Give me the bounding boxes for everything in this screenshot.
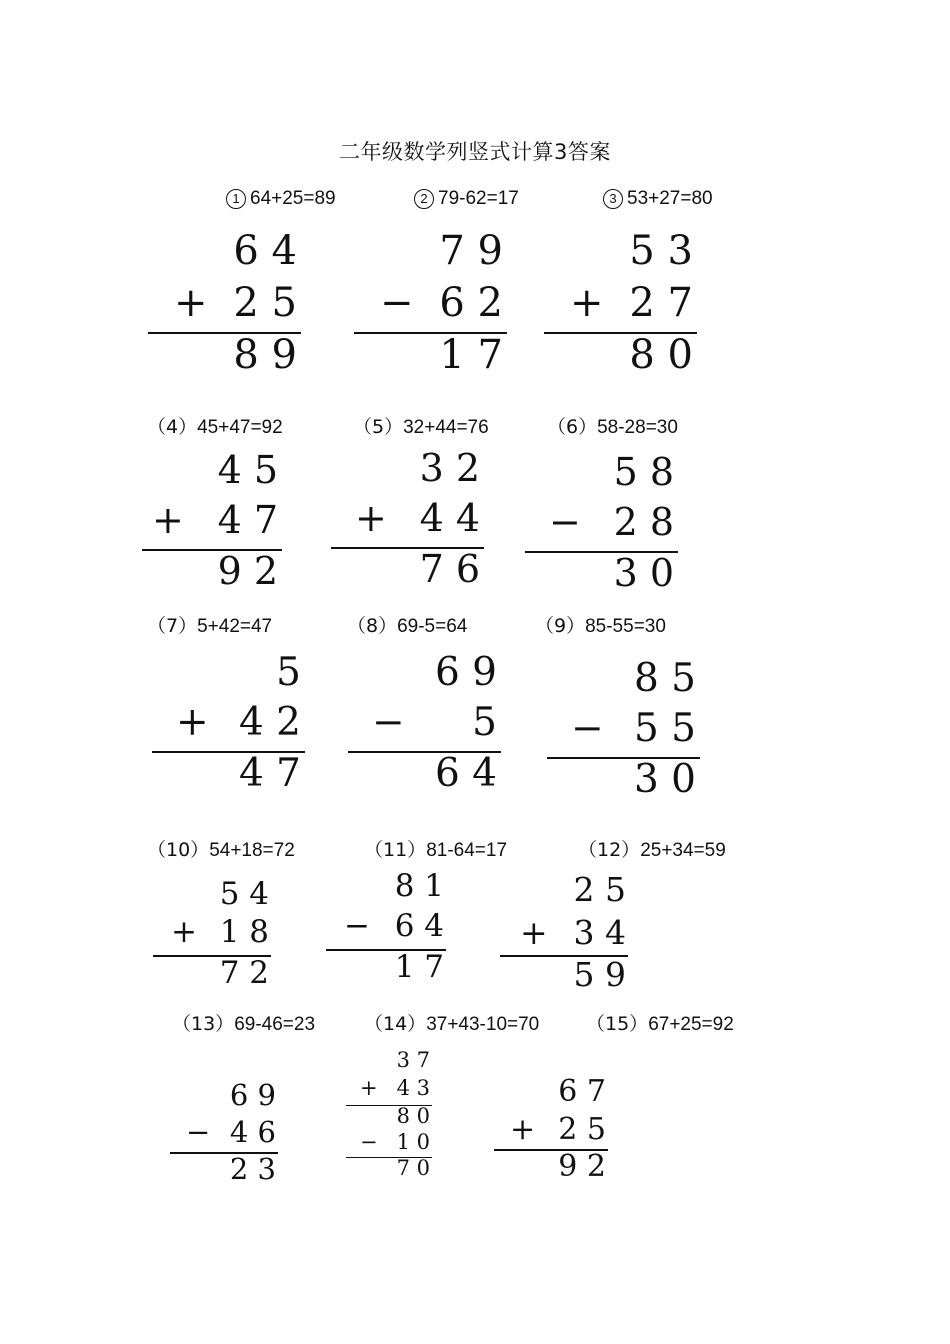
circled-number: 2 <box>414 189 434 209</box>
problem-number: （13） <box>172 1013 235 1035</box>
problem-number: （7） <box>147 615 198 637</box>
problem-label-14 <box>364 1009 539 1036</box>
equation: 53+27=80 <box>627 188 713 209</box>
final-result-number: 7 0 <box>396 1156 430 1180</box>
bottom-number: 1 8 <box>219 914 269 950</box>
problem-label-5 <box>353 412 489 439</box>
equation: 67+25=92 <box>648 1014 734 1035</box>
result-number: 8 9 <box>233 332 297 378</box>
result-number: 9 2 <box>217 549 278 593</box>
operator: + <box>176 700 209 745</box>
problem-number: （8） <box>347 615 398 637</box>
result-number: 3 0 <box>633 757 696 802</box>
vertical-calc-5 <box>331 446 484 592</box>
result-number: 7 6 <box>419 547 480 591</box>
vertical-calc-10 <box>153 876 271 996</box>
bottom-number: 2 5 <box>558 1112 606 1147</box>
intermediate-result: 8 0 <box>396 1104 430 1128</box>
problem-label-10 <box>147 835 295 862</box>
operator: − <box>344 908 370 944</box>
operator: + <box>570 280 604 326</box>
problem-number: （4） <box>147 416 198 438</box>
vertical-calc-14 <box>346 1048 432 1182</box>
operator-2: − <box>360 1130 378 1154</box>
bottom-number: 2 7 <box>629 280 693 326</box>
result-number: 9 2 <box>558 1149 606 1184</box>
circled-number: 1 <box>226 189 246 209</box>
second-bottom-number: 1 0 <box>396 1130 430 1154</box>
equation: 85-55=30 <box>585 616 666 637</box>
operator: + <box>510 1112 536 1147</box>
bottom-number: 5 <box>472 700 497 745</box>
vertical-calc-7 <box>152 650 305 800</box>
operator: − <box>186 1115 211 1149</box>
problem-number: （5） <box>353 416 404 438</box>
operator: − <box>372 700 405 745</box>
result-number: 1 7 <box>394 949 444 985</box>
result-number: 1 7 <box>439 332 503 378</box>
problem-label-1 <box>226 188 336 210</box>
vertical-calc-3 <box>544 228 697 378</box>
problem-number: （14） <box>364 1013 427 1035</box>
problem-label-8 <box>347 611 467 638</box>
operator: − <box>549 500 581 544</box>
bottom-number: 6 2 <box>439 280 503 326</box>
problem-label-6 <box>547 412 678 439</box>
result-number: 8 0 <box>629 332 693 378</box>
problem-number: （11） <box>364 839 427 861</box>
vertical-calc-4 <box>142 448 282 594</box>
top-number: 8 1 <box>394 868 444 904</box>
result-number: 6 4 <box>434 751 497 796</box>
result-number: 5 9 <box>573 955 626 994</box>
operator: + <box>152 498 184 542</box>
circled-number: 3 <box>603 189 623 209</box>
equation: 5+42=47 <box>197 616 273 637</box>
vertical-calc-9 <box>547 656 700 806</box>
operator: + <box>355 496 387 540</box>
equation: 64+25=89 <box>250 188 336 209</box>
top-number: 8 5 <box>633 656 696 701</box>
problem-number: （15） <box>586 1013 649 1035</box>
bottom-number: 4 7 <box>217 498 278 542</box>
bottom-number: 4 6 <box>229 1115 276 1149</box>
problem-label-15 <box>586 1009 734 1036</box>
bottom-number: 4 3 <box>396 1076 430 1100</box>
problem-label-11 <box>364 835 507 862</box>
problem-number: （9） <box>535 615 586 637</box>
top-number: 4 5 <box>217 448 278 492</box>
bottom-number: 4 2 <box>238 700 301 745</box>
equation: 37+43-10=70 <box>426 1014 540 1035</box>
problem-number: （10） <box>147 839 210 861</box>
result-number: 7 2 <box>219 955 269 991</box>
top-number: 5 3 <box>629 228 693 274</box>
problem-label-13 <box>172 1009 315 1036</box>
operator: + <box>174 280 208 326</box>
vertical-calc-12 <box>500 870 628 994</box>
page-title: 二年级数学列竖式计算3答案 <box>339 140 611 164</box>
equation: 32+44=76 <box>403 417 489 438</box>
problem-number: （6） <box>547 416 598 438</box>
operator: − <box>571 706 604 751</box>
equation: 25+34=59 <box>640 840 726 861</box>
result-number: 2 3 <box>229 1152 276 1186</box>
vertical-calc-13 <box>170 1078 278 1188</box>
bottom-number: 4 4 <box>419 496 480 540</box>
operator: + <box>171 914 197 950</box>
equation: 81-64=17 <box>426 840 508 861</box>
bottom-number: 3 4 <box>573 913 626 952</box>
problem-label-2 <box>414 188 519 210</box>
top-number: 6 9 <box>229 1078 276 1112</box>
problem-label-3 <box>603 188 713 210</box>
problem-label-12 <box>578 835 726 862</box>
top-number: 7 9 <box>439 228 503 274</box>
top-number: 6 7 <box>558 1074 606 1109</box>
equation: 79-62=17 <box>438 188 519 209</box>
vertical-calc-2 <box>354 228 507 378</box>
equation: 58-28=30 <box>597 417 678 438</box>
problem-number: （12） <box>578 839 641 861</box>
result-number: 3 0 <box>613 551 674 595</box>
vertical-calc-6 <box>525 450 678 596</box>
top-number: 6 4 <box>233 228 297 274</box>
operator: − <box>380 280 414 326</box>
top-number: 5 <box>276 650 301 695</box>
problem-label-7 <box>147 611 272 638</box>
vertical-calc-15 <box>494 1074 608 1188</box>
top-number: 3 7 <box>396 1048 430 1072</box>
problem-label-4 <box>147 412 283 439</box>
equation: 45+47=92 <box>197 417 283 438</box>
operator: + <box>520 913 548 952</box>
vertical-calc-1 <box>148 228 301 378</box>
top-number: 6 9 <box>434 650 497 695</box>
operator: + <box>360 1076 378 1100</box>
bottom-number: 2 8 <box>613 500 674 544</box>
top-number: 5 4 <box>219 876 269 912</box>
vertical-calc-8 <box>348 650 501 800</box>
vertical-calc-11 <box>326 868 446 988</box>
top-number: 5 8 <box>613 450 674 494</box>
top-number: 3 2 <box>419 446 480 490</box>
problem-label-9 <box>535 611 666 638</box>
equation: 69-46=23 <box>234 1014 316 1035</box>
top-number: 2 5 <box>573 870 626 909</box>
equation: 69-5=64 <box>397 616 468 637</box>
bottom-number: 5 5 <box>633 706 696 751</box>
bottom-number: 2 5 <box>233 280 297 326</box>
result-number: 4 7 <box>238 751 301 796</box>
equation: 54+18=72 <box>209 840 295 861</box>
bottom-number: 6 4 <box>394 908 444 944</box>
